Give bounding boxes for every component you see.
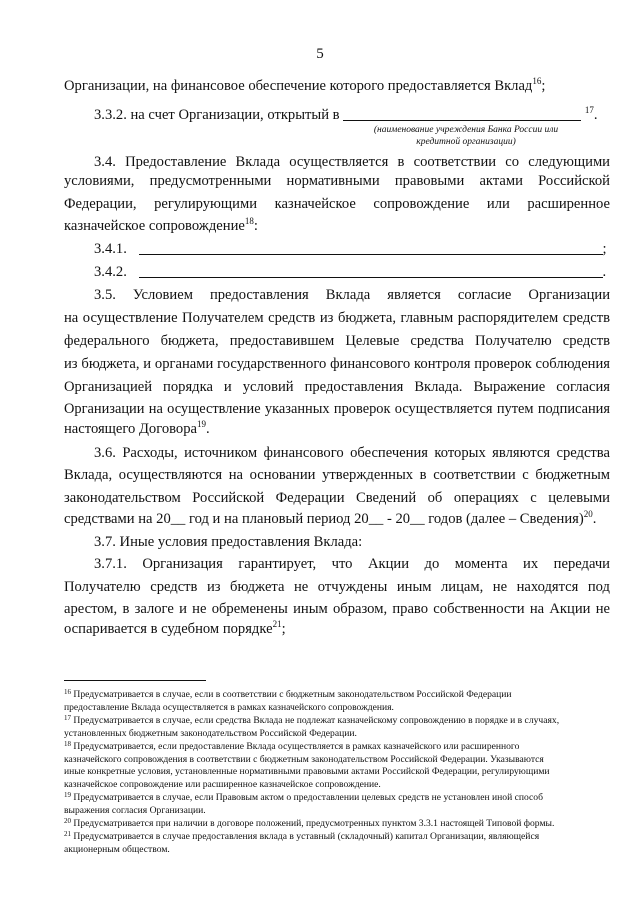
text-line: на осуществление Получателем средств из бюджета, главным распорядителем средств bbox=[64, 310, 610, 326]
bank-blank-field bbox=[343, 108, 581, 121]
footnote-18: $^{18}$ Предусматривается, если предоставление Вклада осуществляется в рамках казначейского или расширенного казначейского сопровождения в соответствии с бюджетным законодательством Российской Федерации. Указываются иные конкретные условия, установленные нормативными правовыми актами Российской Федерации, регулирующими казначейское сопровождение или расширенное казначейское сопровождение. bbox=[64, 740, 550, 791]
text-line: арестом, в залоге и не обременены иным образом, право собственности на Акции не bbox=[64, 601, 610, 617]
text-line: 3.4. Предоставление Вклада осуществляется в соответствии со следующими bbox=[94, 154, 610, 170]
text-line: 3.4.2. . bbox=[94, 264, 607, 280]
text-line: 3.7.1. Организация гарантирует, что Акции до момента их передачи bbox=[94, 556, 610, 572]
text-line: 3.4.1. ; bbox=[94, 241, 607, 257]
text-line: 3.5. Условием предоставления Вклада является согласие Организации bbox=[94, 287, 610, 303]
text-line: условиями, предусмотренными нормативными правовыми актами Российской bbox=[64, 173, 610, 189]
text-line: федерального бюджета, предоставившем Целевые средства Получателю средств bbox=[64, 333, 610, 349]
text-line: 3.7. Иные условия предоставления Вклада: bbox=[94, 534, 363, 550]
text-line: Организации, на финансовое обеспечение которого предоставляется Вклад$^{16}$; bbox=[64, 76, 546, 94]
footnote-separator bbox=[64, 680, 206, 681]
text-line: Организации на осуществление указанных проверок осуществляется путем подписания bbox=[64, 401, 610, 417]
text-line: средствами на 20__ год и на плановый период 20__ - 20__ годов (далее – Сведения)$^{20}$. bbox=[64, 509, 597, 527]
text-line: казначейское сопровождение$^{18}$: bbox=[64, 216, 258, 234]
text-line: настоящего Договора$^{19}$. bbox=[64, 419, 210, 437]
text-line: законодательством Российской Федерации Сведений об операциях с целевыми bbox=[64, 490, 610, 506]
footnote-17: $^{17}$ Предусматривается в случае, если средства Вклада не подлежат казначейскому сопровождению в порядке и в случаях, установленных бюджетным законодательством Российской Федерации. bbox=[64, 714, 560, 739]
footnote-20: $^{20}$ Предусматривается при наличии в договоре положений, предусмотренных пунктом 3.3.1 настоящей Типовой формы. bbox=[64, 817, 555, 829]
page-number: 5 bbox=[316, 46, 324, 62]
footnote-19: $^{19}$ Предусматривается в случае, если Правовым актом о предоставлении целевых средств не установлен иной способ выражения согласия Организации. bbox=[64, 791, 543, 816]
footnote-16: $^{16}$ Предусматривается в случае, если в соответствии с бюджетным законодательством Российской Федерации предоставление Вклада осуществляется в рамках казначейского сопровождения. bbox=[64, 688, 512, 713]
field-caption: (наименование учреждения Банка России или кредитной организации) bbox=[373, 125, 559, 147]
text-line: из бюджета, и органами государственного финансового контроля проверок соблюдения bbox=[64, 356, 610, 372]
text-line: оспаривается в судебном порядке$^{21}$; bbox=[64, 619, 286, 637]
text-line: Вклада, осуществляются на основании утвержденных в соответствии с бюджетным bbox=[64, 467, 610, 483]
text-line: 3.3.2. на счет Организации, открытый в $^{17}$. bbox=[94, 105, 598, 123]
text-line: Организацией порядка и условий предоставления Вклада. Выражение согласия bbox=[64, 379, 610, 395]
condition-blank-field bbox=[139, 265, 603, 278]
footnote-21: $^{21}$ Предусматривается в случае предоставления вклада в уставный (складочный) капитал Организации, являющейся акционерным обществом. bbox=[64, 830, 540, 855]
text-line: Получателю средств из бюджета не отчуждены иным лицам, не находятся под bbox=[64, 579, 610, 595]
text-line: 3.6. Расходы, источником финансового обеспечения которых являются средства bbox=[94, 445, 610, 461]
condition-blank-field bbox=[139, 242, 603, 255]
text-line: Федерации, регулирующими казначейское сопровождение или расширенное bbox=[64, 196, 610, 212]
